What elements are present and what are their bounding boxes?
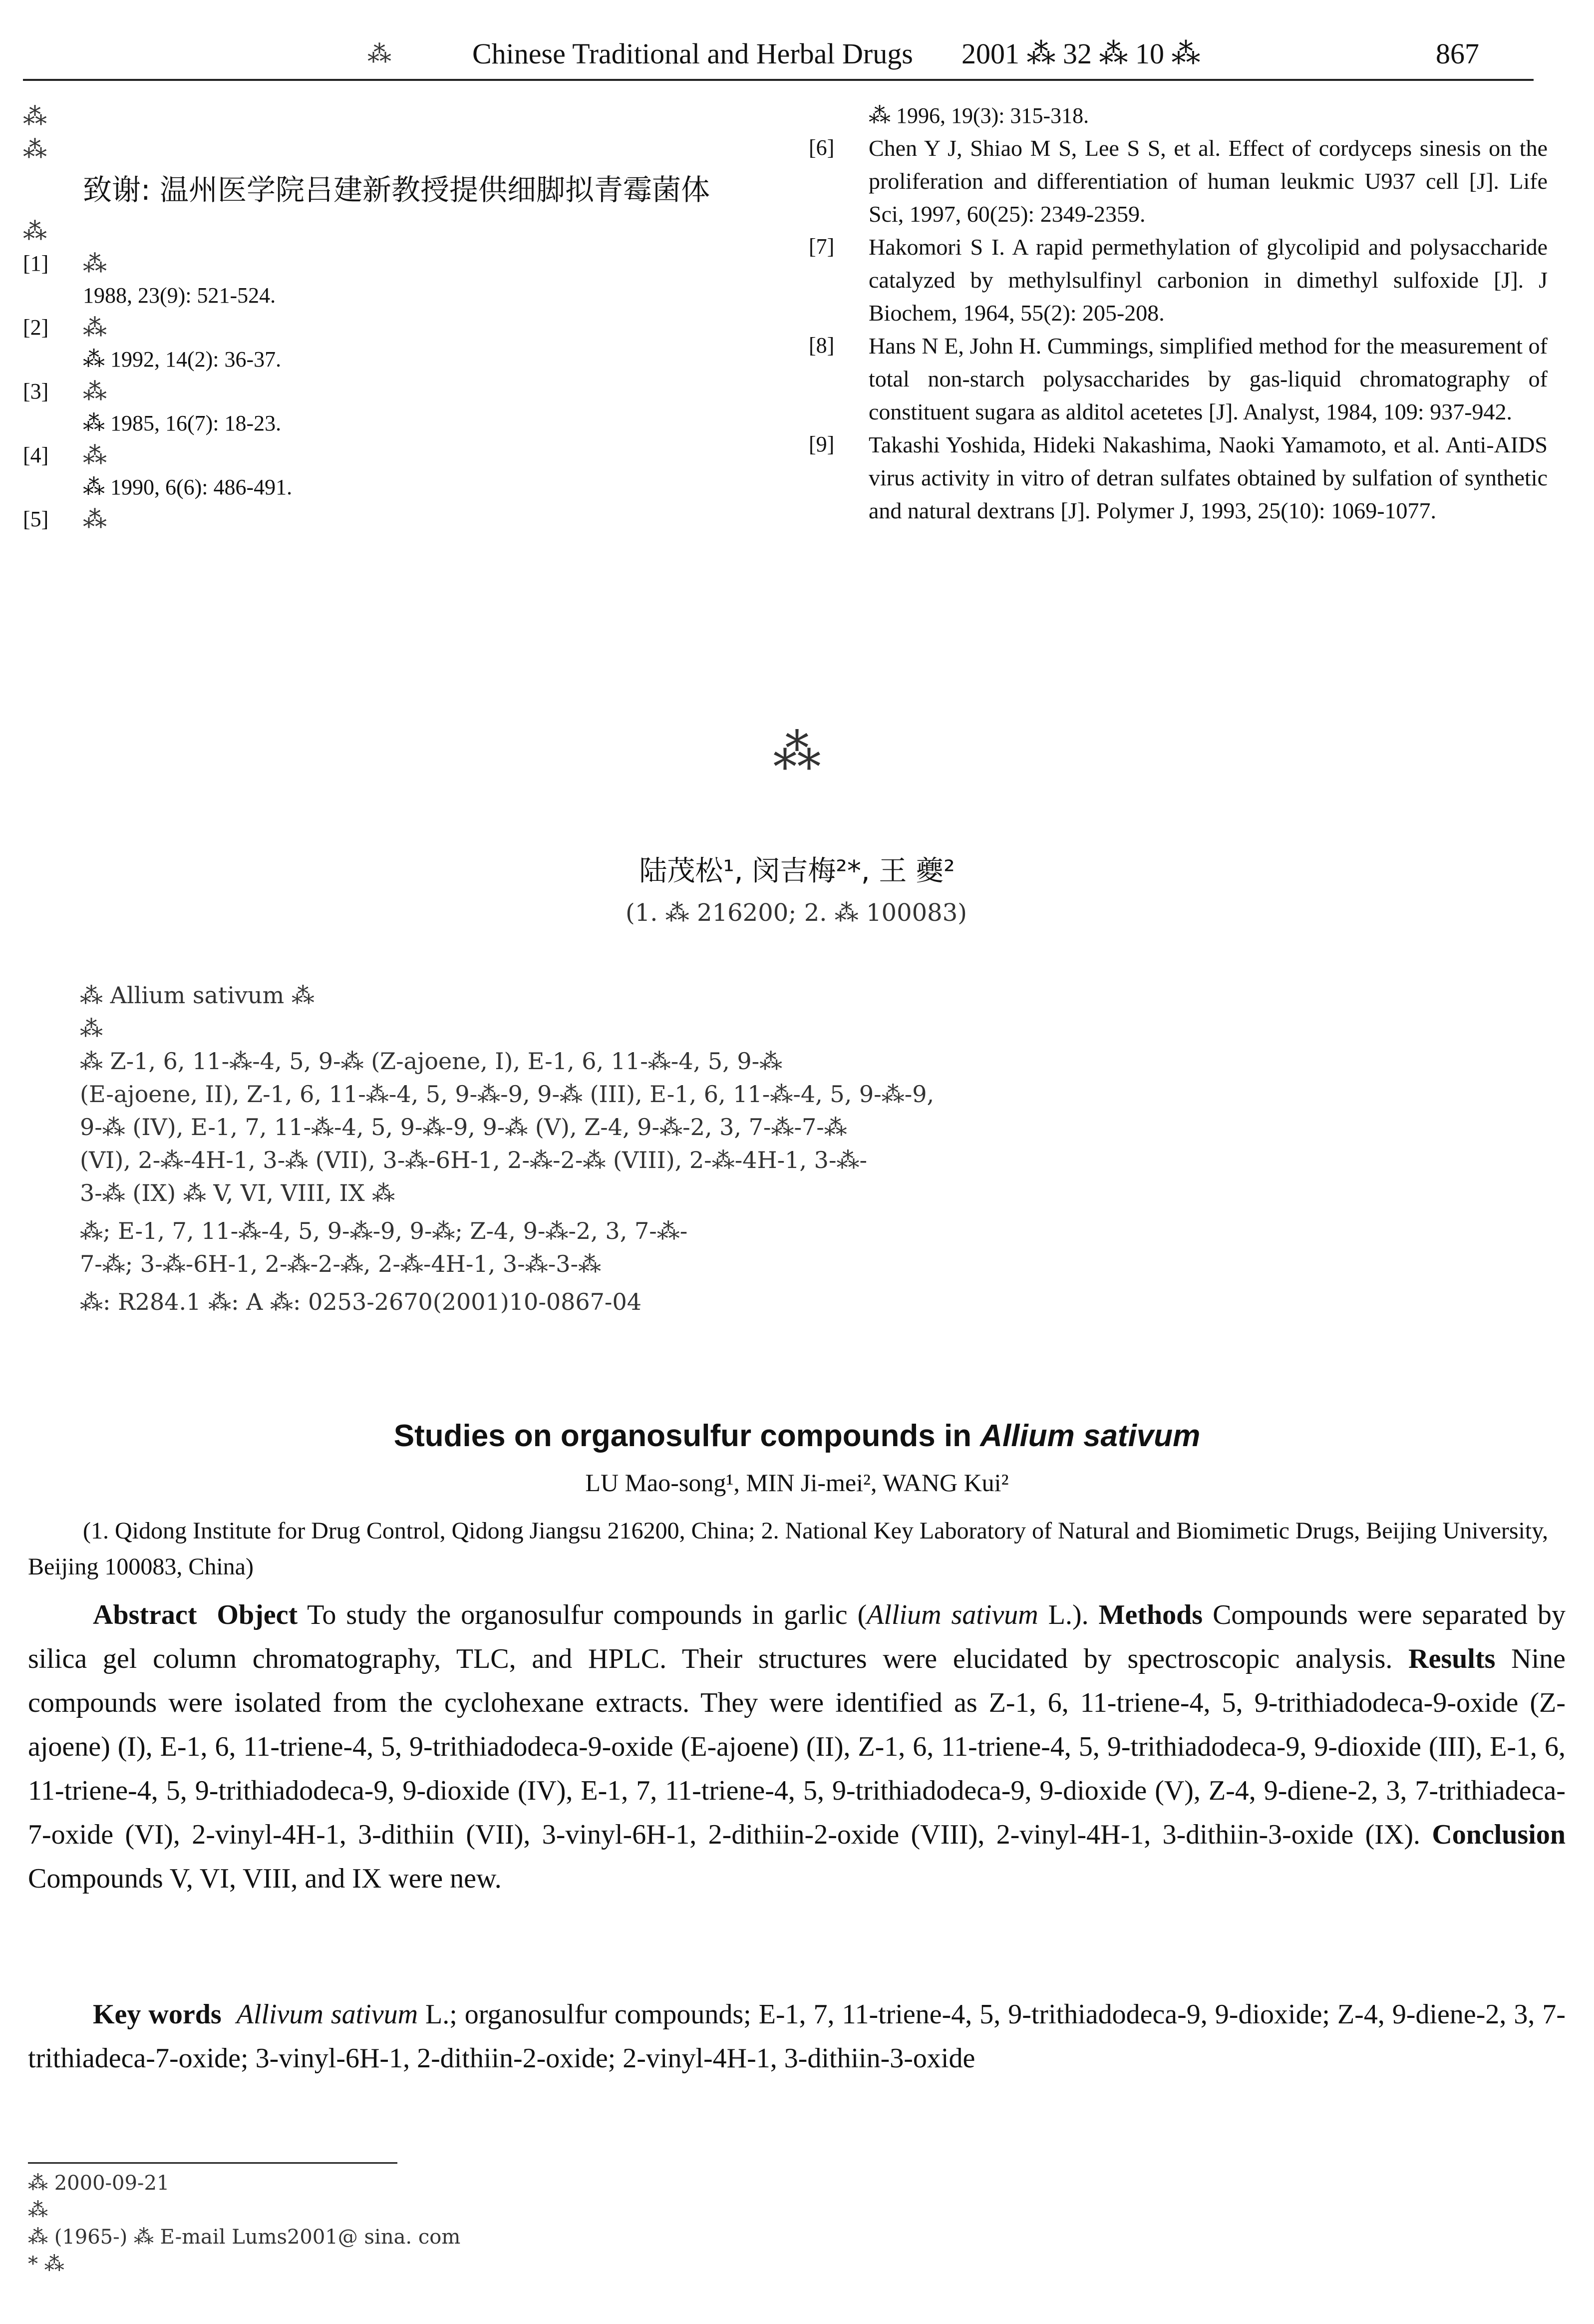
abstract-label: Abstract bbox=[93, 1599, 197, 1630]
footnote-author-info: ⁂ (1965-) ⁂ E-mail Lums2001@ sina. com bbox=[28, 2226, 461, 2249]
upper-left-column bbox=[23, 100, 752, 535]
cn-classification-line: ⁂: R284.1 ⁂: A ⁂: 0253-2670(2001)10-0867-04 bbox=[80, 1288, 642, 1315]
reference-text: Chen Y J, Shiao M S, Lee S S, et al. Effect of cordyceps sinesis on the proliferation and differentiation of human leukmic U937 cell [J]. Life Sci, 1997, 60(25): 2349-2359. bbox=[869, 135, 1548, 227]
reference-item bbox=[23, 376, 752, 439]
upper-right-column bbox=[809, 100, 1548, 527]
body-text-line: ⁂ bbox=[23, 135, 47, 163]
reference-text: Takashi Yoshida, Hideki Nakashima, Naoki Yamamoto, et al. Anti-AIDS virus activity in vitro of detran sulfates obtained by sulfation of synthetic and natural dextrans [J]. Polymer J, 1993, 25(10): 1069-1077. bbox=[869, 432, 1548, 523]
english-title bbox=[0, 1418, 1594, 1454]
chinese-title: ⁂ bbox=[773, 724, 821, 780]
references-heading: ⁂ bbox=[23, 217, 47, 245]
header-year-volume: 2001 ⁂ 32 ⁂ 10 ⁂ bbox=[961, 37, 1201, 70]
reference-number: [7] bbox=[809, 234, 835, 259]
acknowledgement: 致谢: 温州医学院吕建新教授提供细脚拟青霉菌体 bbox=[83, 173, 710, 207]
cn-abstract-line: ⁂ Allium sativum ⁂ bbox=[80, 982, 315, 1009]
reference-item bbox=[23, 503, 752, 535]
object-text: To study the organosulfur compounds in garlic ( bbox=[298, 1599, 867, 1630]
keywords-label: Key words bbox=[93, 1999, 222, 2030]
footnote-funding: ⁂ bbox=[28, 2199, 48, 2222]
footnotes bbox=[28, 2170, 1566, 2278]
reference-text: ⁂ bbox=[83, 441, 107, 469]
reference-item bbox=[809, 428, 1548, 527]
reference-text: ⁂ 1990, 6(6): 486-491. bbox=[83, 475, 293, 499]
conclusion-text: Compounds V, VI, VIII, and IX were new. bbox=[28, 1863, 502, 1894]
reference-text: Hans N E, John H. Cummings, simplified method for the measurement of total non-starch polysaccharides by gas-liquid chromatography of constituent sugara as alditol acetetes [J]. Analyst, 1984, 109: 937-942. bbox=[869, 333, 1548, 424]
english-title-species: Allium sativum bbox=[980, 1419, 1201, 1453]
header-journal-garbled: ⁂ bbox=[367, 40, 391, 68]
chinese-abstract bbox=[80, 979, 1528, 1318]
cn-keywords-line: 7-⁂; 3-⁂-6H-1, 2-⁂-2-⁂, 2-⁂-4H-1, 3-⁂-3-⁂ bbox=[80, 1250, 602, 1277]
reference-item bbox=[809, 231, 1548, 330]
english-keywords bbox=[28, 1992, 1566, 2080]
reference-item bbox=[23, 439, 752, 503]
reference-number: [6] bbox=[809, 135, 835, 160]
object-label: Object bbox=[217, 1599, 298, 1630]
results-label: Results bbox=[1408, 1643, 1496, 1674]
methods-label: Methods bbox=[1098, 1599, 1203, 1630]
reference-number: [1] bbox=[23, 251, 49, 276]
reference-item bbox=[23, 248, 752, 312]
reference-number: [9] bbox=[809, 432, 835, 456]
footnote-received: ⁂ 2000-09-21 bbox=[28, 2172, 170, 2195]
reference-text: ⁂ bbox=[83, 250, 107, 278]
object-species: Allium sativum bbox=[867, 1599, 1038, 1630]
reference-text: ⁂ 1985, 16(7): 18-23. bbox=[83, 411, 282, 435]
reference-number: [8] bbox=[809, 333, 835, 358]
reference-item bbox=[809, 330, 1548, 428]
english-affiliation: (1. Qidong Institute for Drug Control, Qidong Jiangsu 216200, China; 2. National Key Laboratory of Natural and Biomimetic Drugs, Beijing University, Beijing 100083, China) bbox=[28, 1518, 1549, 1580]
english-abstract bbox=[28, 1593, 1566, 1901]
footnote-rule bbox=[28, 2162, 397, 2164]
cn-abstract-line: 9-⁂ (IV), E-1, 7, 11-⁂-4, 5, 9-⁂-9, 9-⁂ (V), Z-4, 9-⁂-2, 3, 7-⁂-7-⁂ bbox=[80, 1114, 847, 1141]
conclusion-label: Conclusion bbox=[1432, 1819, 1566, 1850]
reference-item bbox=[23, 312, 752, 376]
cn-abstract-line: (VI), 2-⁂-4H-1, 3-⁂ (VII), 3-⁂-6H-1, 2-⁂-2-⁂ (VIII), 2-⁂-4H-1, 3-⁂- bbox=[80, 1147, 868, 1173]
english-title-main: Studies on organosulfur compounds in bbox=[393, 1419, 980, 1453]
body-text-line: ⁂ bbox=[23, 102, 47, 130]
reference-number: [2] bbox=[23, 315, 49, 340]
reference-text: ⁂ 1996, 19(3): 315-318. bbox=[869, 103, 1089, 128]
reference-item bbox=[809, 132, 1548, 231]
cn-keywords-line: ⁂; E-1, 7, 11-⁂-4, 5, 9-⁂-9, 9-⁂; Z-4, 9-⁂-2, 3, 7-⁂- bbox=[80, 1217, 688, 1244]
cn-abstract-line: ⁂ bbox=[80, 1015, 103, 1042]
object-end: L.). bbox=[1038, 1599, 1099, 1630]
keywords-text: L.; organosulfur compounds; E-1, 7, 11-triene-4, 5, 9-trithiadodeca-9, 9-dioxide; Z-4, 9-diene-2, 3, 7-trithiadeca-7-oxide; 3-vinyl-6H-1, 2-dithiin-2-oxide; 2-vinyl-4H-1, 3-dithiin-3-oxide bbox=[28, 1999, 1566, 2074]
reference-text: ⁂ bbox=[83, 505, 107, 533]
reference-number: [4] bbox=[23, 443, 49, 467]
chinese-authors: 陆茂松¹, 闵吉梅²*, 王 夔² bbox=[639, 855, 955, 887]
chinese-affiliation: (1. ⁂ 216200; 2. ⁂ 100083) bbox=[626, 899, 967, 927]
cn-abstract-line: (E-ajoene, II), Z-1, 6, 11-⁂-4, 5, 9-⁂-9, 9-⁂ (III), E-1, 6, 11-⁂-4, 5, 9-⁂-9, bbox=[80, 1081, 935, 1108]
header-journal-name: Chinese Traditional and Herbal Drugs bbox=[472, 37, 913, 70]
header-page-number: 867 bbox=[1436, 37, 1479, 70]
reference-number: [5] bbox=[23, 507, 49, 531]
footnote-correspondence: * ⁂ bbox=[28, 2253, 64, 2276]
keywords-species: Allivum sativum bbox=[236, 1999, 418, 2030]
reference-text: ⁂ bbox=[83, 378, 107, 405]
reference-continued bbox=[809, 100, 1548, 132]
reference-text: 1988, 23(9): 521-524. bbox=[83, 283, 276, 308]
english-authors: LU Mao-song¹, MIN Ji-mei², WANG Kui² bbox=[585, 1469, 1009, 1497]
reference-number: [3] bbox=[23, 379, 49, 403]
reference-text: Hakomori S I. A rapid permethylation of glycolipid and polysaccharide catalyzed by methylsulfinyl carbonion in dimethyl sulfoxide [J]. J Biochem, 1964, 55(2): 205-208. bbox=[869, 234, 1548, 326]
reference-text: ⁂ 1992, 14(2): 36-37. bbox=[83, 347, 282, 372]
results-text: Nine compounds were isolated from the cyclohexane extracts. They were identified as Z-1, 6, 11-triene-4, 5, 9-trithiadodeca-9-oxide (Z-ajoene) (I), E-1, 6, 11-triene-4, 5, 9-trithiadodeca-9-oxide (E-ajoene) (II), Z-1, 6, 11-triene-4, 5, 9-trithiadodeca-9, 9-dioxide (III), E-1, 6, 11-triene-4, 5, 9-trithiadodeca-9, 9-dioxide (IV), E-1, 7, 11-triene-4, 5, 9-trithiadodeca-9, 9-dioxide (V), Z-4, 9-diene-2, 3, 7-trithiadeca-7-oxide (VI), 2-vinyl-4H-1, 3-dithiin (VII), 3-vinyl-6H-1, 2-dithiin-2-oxide (VIII), 2-vinyl-4H-1, 3-dithiin-3-oxide (IX). bbox=[28, 1643, 1566, 1850]
running-header bbox=[23, 29, 1534, 81]
methods-text: Compounds were separated by silica gel column chromatography, TLC, and HPLC. Their structures were elucidated by spectroscopic analysis. bbox=[28, 1599, 1566, 1674]
reference-text: ⁂ bbox=[83, 314, 107, 342]
cn-abstract-line: 3-⁂ (IX) ⁂ V, VI, VIII, IX ⁂ bbox=[80, 1179, 395, 1206]
cn-abstract-line: ⁂ Z-1, 6, 11-⁂-4, 5, 9-⁂ (Z-ajoene, I), E-1, 6, 11-⁂-4, 5, 9-⁂ bbox=[80, 1048, 783, 1075]
